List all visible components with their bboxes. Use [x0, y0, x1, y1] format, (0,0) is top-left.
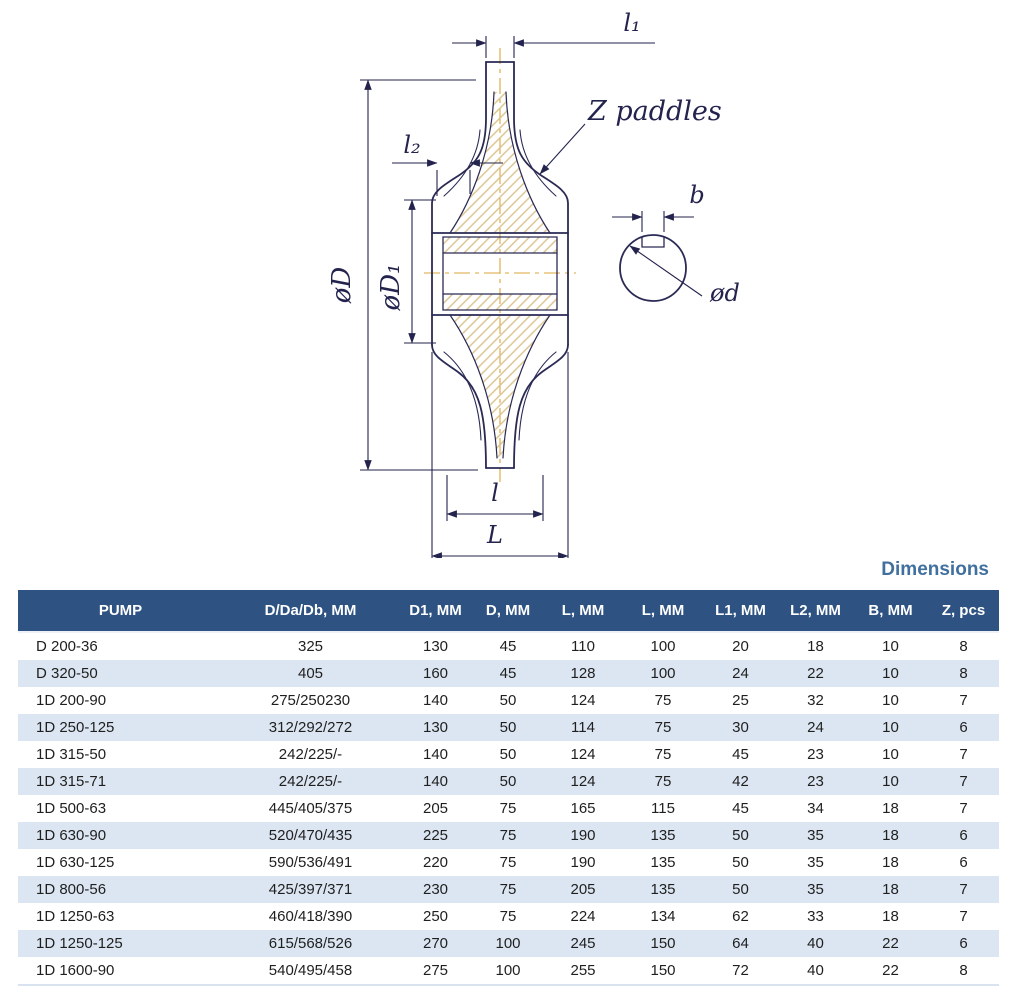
- value-cell: 7: [959, 881, 968, 898]
- value-cell: 22: [807, 665, 824, 682]
- value-cell: 18: [778, 632, 853, 660]
- value-cell: 18: [882, 908, 899, 925]
- value-cell: 150: [650, 935, 676, 952]
- value-cell: 205: [570, 881, 596, 898]
- value-cell: 8: [928, 632, 999, 660]
- value-cell: 190: [570, 827, 596, 844]
- value-cell: 312/292/272: [268, 719, 353, 736]
- dimensions-table-body: [18, 632, 999, 985]
- value-cell: 40: [778, 957, 853, 985]
- table-row: [18, 930, 999, 957]
- pump-name-cell: 1D 250-125: [36, 719, 115, 736]
- value-cell: 40: [807, 935, 824, 952]
- value-cell: 7: [959, 908, 968, 925]
- table-row: [18, 903, 999, 930]
- value-cell: 24: [807, 719, 824, 736]
- column-header: D, MM: [473, 590, 543, 632]
- column-header: L1, MM: [703, 590, 778, 632]
- value-cell: 140: [422, 692, 449, 709]
- dim-label-l1: l₁: [623, 9, 641, 37]
- value-cell: 460/418/390: [268, 908, 353, 925]
- value-cell: 7: [959, 800, 968, 817]
- pump-name-cell: 1D 500-63: [36, 800, 107, 817]
- column-header: L2, MM: [778, 590, 853, 632]
- value-cell: 128: [570, 665, 596, 682]
- pump-name-cell: 1D 1250-63: [36, 908, 115, 925]
- table-row: [18, 849, 999, 876]
- value-cell: 45: [732, 746, 749, 763]
- value-cell: 124: [570, 746, 596, 763]
- value-cell: 75: [654, 746, 672, 763]
- table-row: [18, 822, 999, 849]
- value-cell: 18: [882, 827, 899, 844]
- table-row: [18, 632, 999, 660]
- column-header: L, MM: [623, 590, 703, 632]
- value-cell: 10: [882, 692, 899, 709]
- value-cell: 50: [732, 854, 749, 871]
- value-cell: 8: [959, 665, 968, 682]
- dim-label-l2: l₂: [403, 131, 421, 159]
- value-cell: 10: [882, 719, 899, 736]
- table-row: [18, 957, 999, 985]
- value-cell: 35: [807, 827, 824, 844]
- value-cell: 520/470/435: [268, 827, 353, 844]
- value-cell: 124: [570, 773, 596, 790]
- column-header: PUMP: [18, 590, 223, 632]
- table-header-row: [18, 590, 999, 632]
- value-cell: 140: [422, 773, 449, 790]
- table-row: [18, 660, 999, 687]
- dim-label-l: l: [491, 479, 499, 507]
- value-cell: 255: [543, 957, 623, 985]
- value-cell: 50: [732, 881, 749, 898]
- value-cell: 205: [422, 800, 449, 817]
- table-title: Dimensions: [881, 559, 989, 580]
- value-cell: 220: [422, 854, 449, 871]
- value-cell: 50: [499, 692, 517, 709]
- value-cell: 75: [499, 881, 517, 898]
- value-cell: 10: [853, 632, 928, 660]
- column-header: D1, MM: [398, 590, 473, 632]
- value-cell: 18: [882, 881, 899, 898]
- table-row: [18, 741, 999, 768]
- value-cell: 224: [570, 908, 596, 925]
- dim-label-L: L: [487, 521, 503, 549]
- value-cell: 35: [807, 854, 824, 871]
- value-cell: 18: [882, 800, 899, 817]
- value-cell: 75: [499, 854, 517, 871]
- value-cell: 115: [651, 800, 675, 817]
- section-hatching: [443, 92, 557, 458]
- value-cell: 7: [959, 692, 968, 709]
- value-cell: 140: [422, 746, 449, 763]
- value-cell: 25: [732, 692, 749, 709]
- dim-label-phi-D: øD: [327, 266, 357, 304]
- value-cell: 135: [650, 881, 676, 898]
- column-header: Z, pcs: [928, 590, 999, 632]
- value-cell: 50: [499, 746, 517, 763]
- value-cell: 135: [650, 827, 676, 844]
- value-cell: 130: [422, 719, 449, 736]
- value-cell: 100: [623, 632, 703, 660]
- value-cell: 425/397/371: [268, 881, 353, 898]
- value-cell: 72: [703, 957, 778, 985]
- value-cell: 30: [732, 719, 749, 736]
- value-cell: 405: [297, 665, 324, 682]
- table-row: [18, 768, 999, 795]
- value-cell: 18: [882, 854, 899, 871]
- value-cell: 22: [882, 935, 899, 952]
- value-cell: 100: [650, 665, 676, 682]
- value-cell: 130: [398, 632, 473, 660]
- pump-name-cell: D 200-36: [18, 632, 223, 660]
- value-cell: 75: [654, 719, 672, 736]
- value-cell: 590/536/491: [268, 854, 353, 871]
- value-cell: 160: [422, 665, 449, 682]
- value-cell: 24: [732, 665, 749, 682]
- value-cell: 245: [570, 935, 596, 952]
- pump-name-cell: 1D 1250-125: [36, 935, 123, 952]
- value-cell: 75: [654, 692, 672, 709]
- value-cell: 6: [959, 719, 968, 736]
- value-cell: 100: [473, 957, 543, 985]
- column-header: L, MM: [543, 590, 623, 632]
- value-cell: 6: [959, 827, 968, 844]
- value-cell: 110: [543, 632, 623, 660]
- value-cell: 20: [703, 632, 778, 660]
- value-cell: 100: [495, 935, 521, 952]
- value-cell: 190: [570, 854, 596, 871]
- value-cell: 22: [853, 957, 928, 985]
- value-cell: 242/225/-: [278, 746, 343, 763]
- value-cell: 134: [650, 908, 676, 925]
- value-cell: 150: [623, 957, 703, 985]
- value-cell: 275: [398, 957, 473, 985]
- value-cell: 42: [732, 773, 749, 790]
- value-cell: 7: [959, 773, 968, 790]
- dimensions-table: [18, 590, 999, 986]
- value-cell: 6: [959, 935, 968, 952]
- value-cell: 45: [499, 665, 517, 682]
- value-cell: 325: [223, 632, 398, 660]
- pump-name-cell: 1D 315-71: [36, 773, 107, 790]
- pump-name-cell: D 320-50: [36, 665, 98, 682]
- value-cell: 225: [422, 827, 449, 844]
- value-cell: 445/405/375: [268, 800, 353, 817]
- pump-name-cell: 1D 200-90: [36, 692, 107, 709]
- value-cell: 275/250230: [270, 692, 351, 709]
- value-cell: 540/495/458: [223, 957, 398, 985]
- value-cell: 34: [807, 800, 824, 817]
- value-cell: 23: [807, 773, 824, 790]
- value-cell: 6: [959, 854, 968, 871]
- value-cell: 75: [499, 800, 517, 817]
- table-row: [18, 687, 999, 714]
- value-cell: 165: [570, 800, 596, 817]
- table-row: [18, 876, 999, 903]
- column-header: D/Da/Db, MM: [223, 590, 398, 632]
- value-cell: 135: [650, 854, 676, 871]
- pump-name-cell: 1D 315-50: [36, 746, 107, 763]
- pump-name-cell: 1D 630-125: [36, 854, 115, 871]
- value-cell: 23: [807, 746, 824, 763]
- value-cell: 242/225/-: [278, 773, 343, 790]
- table-row: [18, 795, 999, 822]
- pump-name-cell: 1D 800-56: [36, 881, 107, 898]
- value-cell: 75: [654, 773, 672, 790]
- pump-name-cell: 1D 1600-90: [18, 957, 223, 985]
- value-cell: 124: [570, 692, 596, 709]
- value-cell: 35: [807, 881, 824, 898]
- value-cell: 230: [422, 881, 449, 898]
- value-cell: 75: [499, 827, 517, 844]
- value-cell: 114: [571, 719, 595, 736]
- dim-label-phi-D1: øD₁: [376, 263, 406, 311]
- value-cell: 45: [473, 632, 543, 660]
- pump-name-cell: 1D 630-90: [36, 827, 107, 844]
- value-cell: 64: [732, 935, 749, 952]
- value-cell: 7: [959, 746, 968, 763]
- dim-label-b: b: [689, 181, 705, 209]
- value-cell: 270: [422, 935, 449, 952]
- z-paddles-label: Z paddles: [588, 96, 722, 127]
- table-row: [18, 714, 999, 741]
- value-cell: 8: [928, 957, 999, 985]
- value-cell: 62: [732, 908, 749, 925]
- column-header: B, MM: [853, 590, 928, 632]
- value-cell: 50: [499, 719, 517, 736]
- value-cell: 615/568/526: [268, 935, 353, 952]
- value-cell: 33: [807, 908, 824, 925]
- value-cell: 250: [422, 908, 449, 925]
- value-cell: 10: [882, 665, 899, 682]
- value-cell: 45: [732, 800, 749, 817]
- value-cell: 50: [499, 773, 517, 790]
- shaft-section-circle: [620, 235, 686, 301]
- value-cell: 10: [882, 773, 899, 790]
- value-cell: 50: [732, 827, 749, 844]
- value-cell: 10: [882, 746, 899, 763]
- value-cell: 75: [499, 908, 517, 925]
- value-cell: 32: [807, 692, 824, 709]
- dim-label-phi-d: ød: [710, 279, 740, 307]
